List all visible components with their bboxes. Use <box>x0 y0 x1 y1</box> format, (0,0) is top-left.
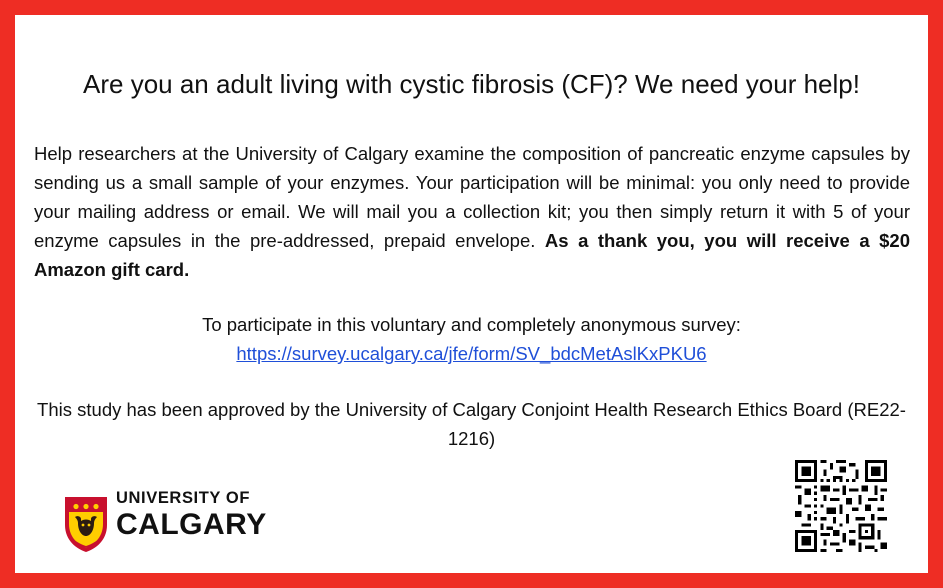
survey-link[interactable]: https://survey.ucalgary.ca/jfe/form/SV_bdcMetAslKxPKU6 <box>236 343 707 364</box>
qr-code-icon[interactable] <box>795 460 887 552</box>
flyer-body <box>34 139 910 284</box>
participate-text: To participate in this voluntary and completely anonymous survey: <box>202 314 741 335</box>
gift-card-note: As a thank you, you will receive a $20 Amazon gift card. <box>34 230 910 280</box>
logo-line1: UNIVERSITY OF <box>116 489 251 507</box>
ucalgary-crest-icon <box>63 495 109 553</box>
flyer-heading: Are you an adult living with cystic fibrosis (CF)? We need your help! <box>83 69 860 99</box>
university-logo <box>63 485 283 555</box>
logo-line2: CALGARY <box>116 508 267 541</box>
logo-text <box>116 487 267 541</box>
approval-text: This study has been approved by the University of Calgary Conjoint Health Research Ethics Board (RE22-1216) <box>37 399 906 449</box>
body-text: Help researchers at the University of Calgary examine the composition of pancreatic enzyme capsules by sending us a small sample of your enzymes. Your participation will be minimal: you only need to provide your mailing address or email. We will mail you a collection kit; you then simply return it with 5 of your enzyme capsules in the pre-addressed, prepaid envelope. <box>34 143 910 251</box>
participate-block <box>15 310 928 368</box>
